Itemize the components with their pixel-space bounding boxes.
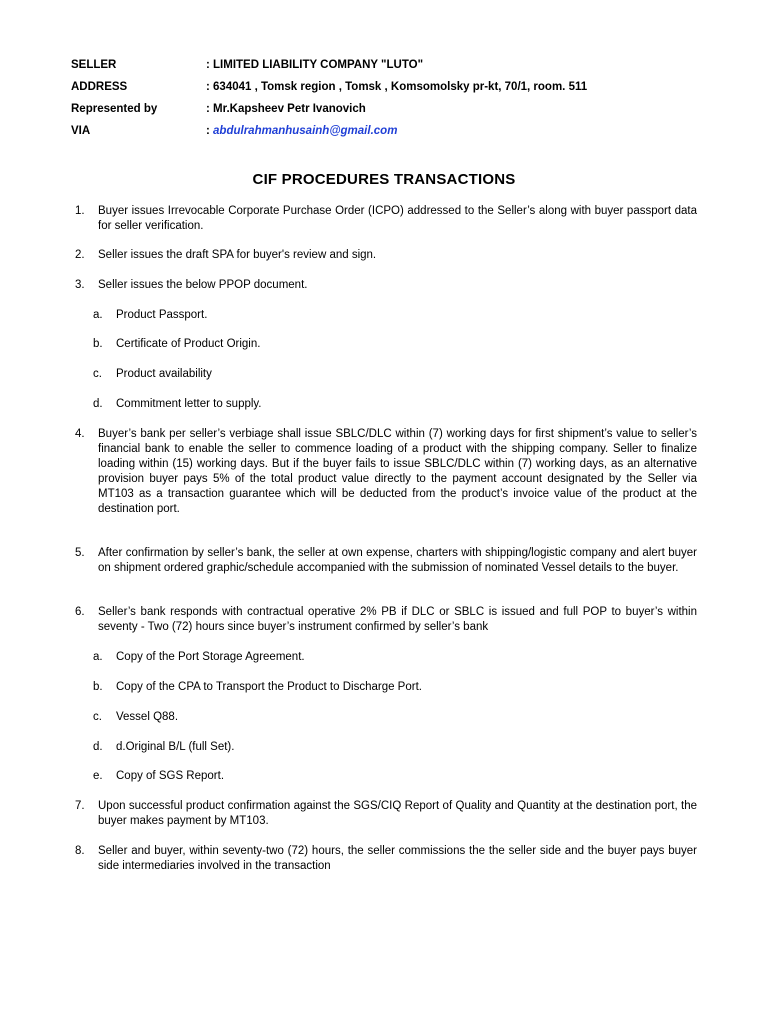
via-row	[71, 123, 711, 139]
item-number: 4.	[75, 428, 85, 440]
sub-item-letter: c.	[93, 711, 102, 723]
sub-item-letter: a.	[93, 651, 103, 663]
page-title: CIF PROCEDURES TRANSACTIONS	[252, 171, 516, 188]
sub-item-letter: d.	[93, 741, 103, 753]
item-number: 6.	[75, 606, 85, 618]
seller-value: : LIMITED LIABILITY COMPANY "LUTO"	[206, 59, 424, 71]
via-value	[206, 123, 397, 139]
address-label: ADDRESS	[71, 81, 128, 93]
list-item	[75, 799, 697, 829]
item-number: 3.	[75, 279, 85, 291]
sub-item-text: Vessel Q88.	[116, 711, 179, 723]
list-item	[75, 427, 697, 517]
item-text: Seller issues the draft SPA for buyer's review and sign.	[98, 249, 377, 261]
list-item	[75, 605, 697, 635]
item-text: Seller and buyer, within seventy-two (72) hours, the seller commissions the the seller side and the buyer pays buyer side intermediaries involved in the transaction	[98, 845, 697, 872]
sub-item-letter: b.	[93, 338, 103, 350]
list-item	[75, 844, 697, 874]
sub-item-letter: b.	[93, 681, 103, 693]
item-number: 8.	[75, 845, 85, 857]
list-item	[75, 546, 697, 576]
address-value: : 634041 , Tomsk region , Tomsk , Komsomolsky pr-kt, 70/1, room. 511	[206, 81, 588, 93]
email-link[interactable]: abdulrahmanhusainh@gmail.com	[213, 125, 398, 137]
item-text: Seller issues the below PPOP document.	[98, 279, 308, 291]
sub-item-letter: d.	[93, 398, 103, 410]
item-number: 7.	[75, 800, 85, 812]
represented-value: : Mr.Kapsheev Petr Ivanovich	[206, 103, 366, 115]
via-label: VIA	[71, 125, 91, 137]
item-number: 5.	[75, 547, 85, 559]
sub-item-text: Copy of the CPA to Transport the Product to Discharge Port.	[116, 681, 422, 693]
item-text: After confirmation by seller’s bank, the seller at own expense, charters with shipping/logistic company and alert buyer on shipment ordered graphic/schedule accompanied with the submission of nominated Vessel details to the buyer.	[98, 547, 697, 574]
item-number: 2.	[75, 249, 85, 261]
item-text: Buyer issues Irrevocable Corporate Purchase Order (ICPO) addressed to the Seller’s along with buyer passport data for seller verification.	[98, 205, 697, 232]
item-text: Upon successful product confirmation against the SGS/CIQ Report of Quality and Quantity at the destination port, the buyer makes payment by MT103.	[98, 800, 697, 827]
sub-item-letter: c.	[93, 368, 102, 380]
list-item	[75, 278, 697, 293]
seller-row	[71, 57, 711, 73]
list-item	[75, 248, 697, 263]
sub-item-text: Copy of SGS Report.	[116, 770, 225, 782]
item-text: Seller’s bank responds with contractual operative 2% PB if DLC or SBLC is issued and full POP to buyer’s within seventy - Two (72) hours since buyer’s instrument confirmed by seller’s bank	[98, 606, 697, 633]
via-colon: :	[206, 125, 214, 137]
item-number: 1.	[75, 205, 85, 217]
item-text: Buyer’s bank per seller’s verbiage shall issue SBLC/DLC within (7) working days for first shipment’s value to seller’s financial bank to enable the seller to commence loading of a product with the shipping company. Seller to finalize loading within (15) working days. But if the buyer fails to issue SBLC/DLC within (7) working days, as an alternative provision buyer pays 5% of the total product value directly to the payment account designated by the Seller via MT103 as a transaction guarantee which will be deducted from the product’s invoice value of the product at the destination port.	[98, 428, 697, 515]
address-row	[71, 79, 711, 95]
represented-label: Represented by	[71, 103, 158, 115]
sub-item-text: Product Passport.	[116, 309, 208, 321]
sub-item-text: d.Original B/L (full Set).	[116, 741, 235, 753]
sub-item-text: Product availability	[116, 368, 212, 380]
sub-item-text: Commitment letter to supply.	[116, 398, 262, 410]
sub-item-letter: a.	[93, 309, 103, 321]
sub-item-letter: e.	[93, 770, 103, 782]
seller-label: SELLER	[71, 59, 117, 71]
represented-row	[71, 101, 711, 117]
sub-item-text: Copy of the Port Storage Agreement.	[116, 651, 305, 663]
sub-item-text: Certificate of Product Origin.	[116, 338, 261, 350]
list-item	[75, 204, 697, 234]
